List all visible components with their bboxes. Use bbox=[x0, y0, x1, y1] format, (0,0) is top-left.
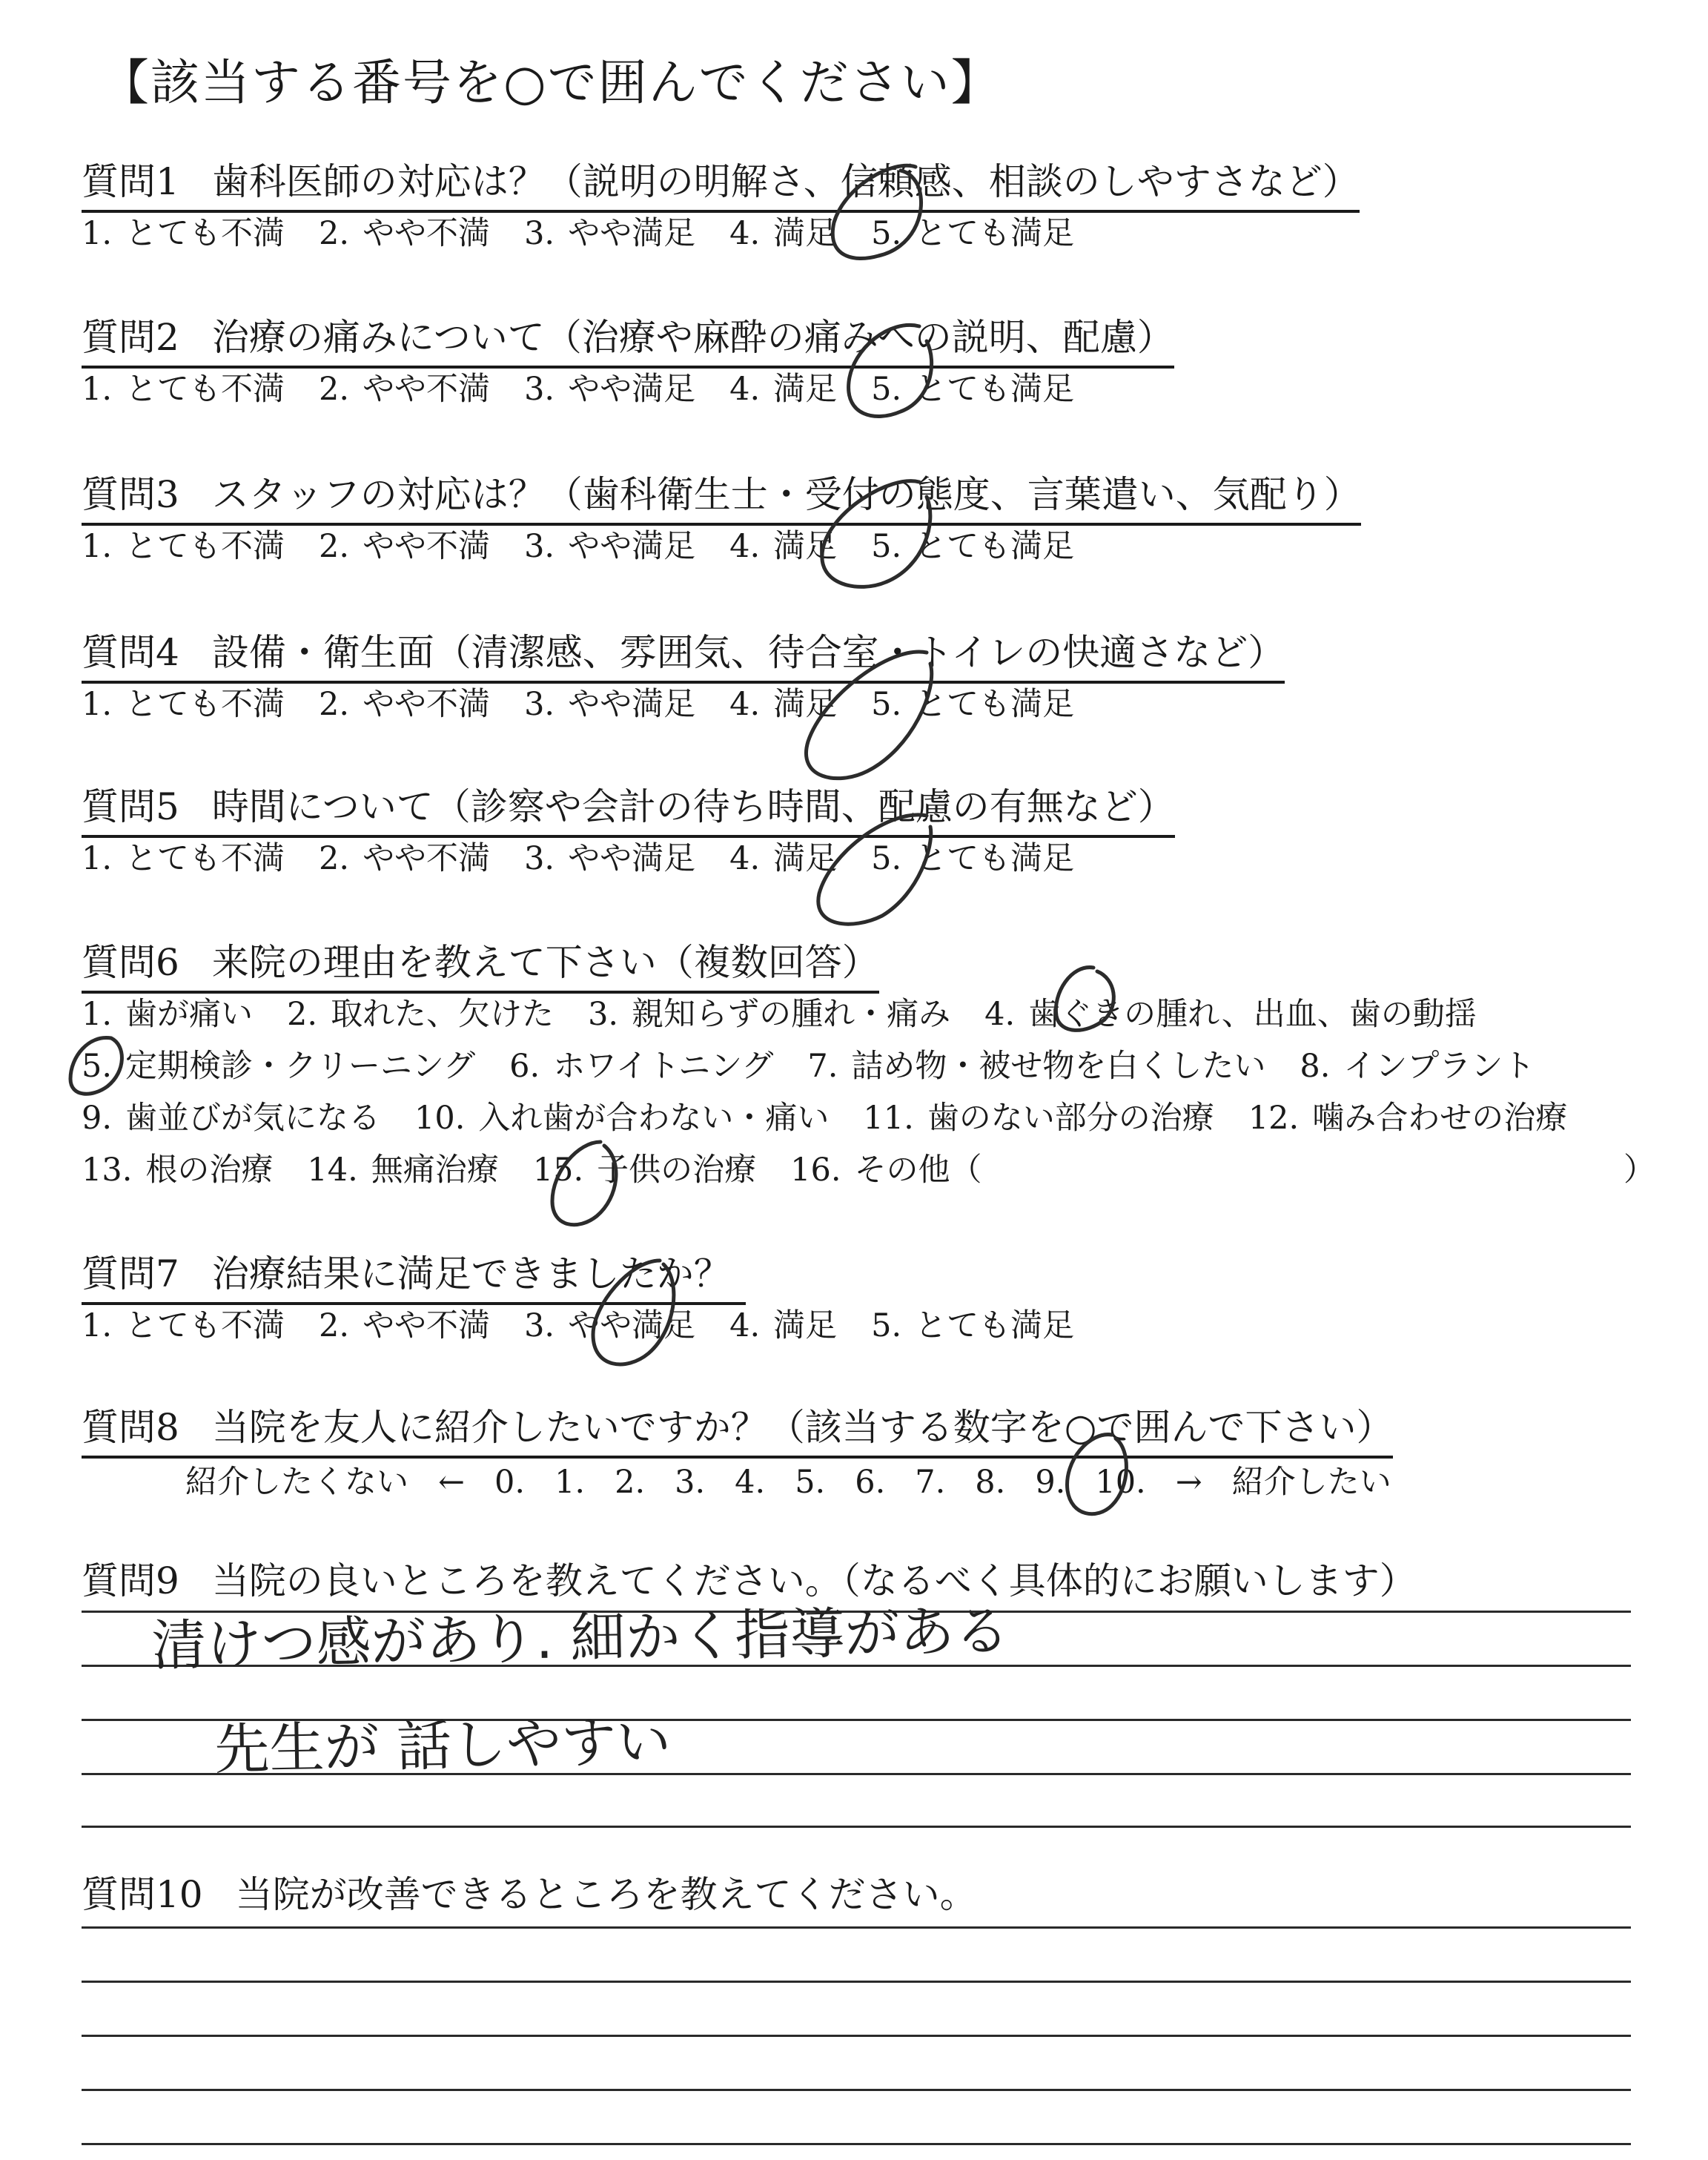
option-10[interactable]: 10. 入れ歯が合わない・痛い bbox=[414, 1100, 830, 1137]
scale-0[interactable]: 0. bbox=[494, 1464, 526, 1501]
option-1[interactable]: 1. とても不満 bbox=[82, 528, 285, 565]
option-5[interactable]: 5. とても満足 bbox=[871, 1307, 1075, 1344]
question-title: 質問6 来院の理由を教えて下さい（複数回答） bbox=[82, 933, 879, 994]
question-10 bbox=[82, 1865, 1623, 1916]
option-5[interactable]: 5. とても満足 bbox=[871, 840, 1075, 877]
option-9[interactable]: 9. 歯並びが気になる bbox=[82, 1100, 381, 1137]
question-title: 質問9 当院の良いところを教えてください。（なるべく具体的にお願いします） bbox=[82, 1559, 1417, 1602]
question-7 bbox=[82, 1244, 1623, 1407]
option-3[interactable]: 3. やや満足 bbox=[524, 528, 696, 565]
option-5[interactable]: 5. とても満足 bbox=[871, 528, 1075, 565]
option-5[interactable]: 5. とても満足 bbox=[871, 686, 1075, 723]
option-8[interactable]: 8. インプラント bbox=[1300, 1048, 1535, 1085]
option-7[interactable]: 7. 詰め物・被せ物を白くしたい bbox=[807, 1048, 1266, 1085]
scale-right-label: 紹介したい bbox=[1231, 1464, 1391, 1501]
answer-line bbox=[82, 2143, 1631, 2145]
option-1[interactable]: 1. とても不満 bbox=[82, 840, 285, 877]
option-3[interactable]: 3. やや満足 bbox=[524, 1307, 696, 1344]
scale-4[interactable]: 4. bbox=[735, 1464, 766, 1501]
option-6[interactable]: 6. ホワイトニング bbox=[509, 1048, 774, 1085]
option-1[interactable]: 1. とても不満 bbox=[82, 215, 285, 252]
option-13[interactable]: 13. 根の治療 bbox=[82, 1152, 274, 1189]
option-2[interactable]: 2. やや不満 bbox=[319, 686, 491, 723]
option-4[interactable]: 4. 満足 bbox=[729, 528, 838, 565]
option-3[interactable]: 3. やや満足 bbox=[524, 686, 696, 723]
question-title: 質問8 当院を友人に紹介したいですか？（該当する数字を○で囲んで下さい） bbox=[82, 1398, 1393, 1459]
answer-line bbox=[82, 1981, 1631, 1983]
scale-1[interactable]: 1. bbox=[555, 1464, 586, 1501]
option-4[interactable]: 4. 満足 bbox=[729, 1307, 838, 1344]
question-5 bbox=[82, 777, 1623, 940]
option-3[interactable]: 3. 親知らずの腫れ・痛み bbox=[588, 996, 951, 1033]
question-3 bbox=[82, 465, 1623, 628]
option-4[interactable]: 4. 満足 bbox=[729, 686, 838, 723]
option-4[interactable]: 4. 満足 bbox=[729, 840, 838, 877]
arrow-right-icon: → bbox=[1175, 1464, 1202, 1501]
answer-line bbox=[82, 1773, 1631, 1775]
option-4[interactable]: 4. 満足 bbox=[729, 215, 838, 252]
answer-options bbox=[82, 1301, 1108, 1346]
option-1[interactable]: 1. とても不満 bbox=[82, 686, 285, 723]
question-title bbox=[82, 152, 1360, 213]
options-row-3 bbox=[82, 1093, 1601, 1138]
scale-2[interactable]: 2. bbox=[615, 1464, 646, 1501]
option-11[interactable]: 11. 歯のない部分の治療 bbox=[863, 1100, 1214, 1137]
option-2[interactable]: 2. やや不満 bbox=[319, 215, 491, 252]
options-row-1 bbox=[82, 989, 1511, 1034]
arrow-left-icon: ← bbox=[438, 1464, 466, 1501]
scale-9[interactable]: 9. bbox=[1035, 1464, 1066, 1501]
answer-options bbox=[82, 679, 1108, 724]
answer-options bbox=[82, 208, 1108, 254]
question-2 bbox=[82, 308, 1623, 471]
scale-5[interactable]: 5. bbox=[795, 1464, 826, 1501]
option-15[interactable]: 15. 子供の治療 bbox=[532, 1152, 757, 1189]
option-5[interactable]: 5. とても満足 bbox=[871, 371, 1075, 408]
answer-line bbox=[82, 1926, 1631, 1929]
scale-10[interactable]: 10. bbox=[1095, 1464, 1146, 1501]
question-title: 質問2 治療の痛みについて（治療や麻酔の痛みへの説明、配慮） bbox=[82, 308, 1174, 369]
scale-7[interactable]: 7. bbox=[915, 1464, 946, 1501]
option-3[interactable]: 3. やや満足 bbox=[524, 215, 696, 252]
answer-line bbox=[82, 2089, 1631, 2091]
question-1 bbox=[82, 152, 1623, 315]
answer-options bbox=[82, 521, 1108, 567]
question-9 bbox=[82, 1551, 1623, 1602]
question-title: 質問4 設備・衛生面（清潔感、雰囲気、待合室・トイレの快適さなど） bbox=[82, 623, 1285, 684]
question-number: 質問1 bbox=[82, 160, 179, 203]
option-5[interactable]: 5. 定期検診・クリーニング bbox=[82, 1048, 476, 1085]
answer-options bbox=[82, 364, 1108, 409]
option-2[interactable]: 2. 取れた、欠けた bbox=[287, 996, 555, 1033]
scale-left-label: 紹介したくない bbox=[185, 1464, 408, 1501]
option-4[interactable]: 4. 満足 bbox=[729, 371, 838, 408]
option-1[interactable]: 1. 歯が痛い bbox=[82, 996, 254, 1033]
scale-3[interactable]: 3. bbox=[675, 1464, 706, 1501]
q9-answer-line-1: 清けつ感があり. 細かく指導がある bbox=[150, 1599, 1010, 1678]
option-3[interactable]: 3. やや満足 bbox=[524, 840, 696, 877]
option-1[interactable]: 1. とても不満 bbox=[82, 1307, 285, 1344]
q9-answer-line-2: 先生が 話しやすい bbox=[214, 1710, 672, 1782]
question-title: 質問7 治療結果に満足できましたか？ bbox=[82, 1244, 746, 1305]
answer-line bbox=[82, 1665, 1631, 1667]
question-title: 質問3 スタッフの対応は？（歯科衛生士・受付の態度、言葉遣い、気配り） bbox=[82, 465, 1361, 526]
answer-line bbox=[82, 1611, 1631, 1613]
answer-line bbox=[82, 1826, 1631, 1828]
answer-line bbox=[82, 2035, 1631, 2037]
options-row-4 bbox=[82, 1145, 1016, 1190]
question-text: 歯科医師の対応は？（説明の明解さ、信頼感、相談のしやすさなど） bbox=[211, 160, 1360, 203]
scale-8[interactable]: 8. bbox=[975, 1464, 1006, 1501]
recommend-scale bbox=[185, 1457, 1421, 1502]
other-close-paren: ） bbox=[1623, 1152, 1655, 1189]
options-row-2 bbox=[82, 1041, 1569, 1086]
option-2[interactable]: 2. やや不満 bbox=[319, 371, 491, 408]
option-4[interactable]: 4. 歯ぐきの腫れ、出血、歯の動揺 bbox=[984, 996, 1477, 1033]
option-5[interactable]: 5. とても満足 bbox=[871, 215, 1075, 252]
option-2[interactable]: 2. やや不満 bbox=[319, 1307, 491, 1344]
answer-options bbox=[82, 833, 1108, 879]
scale-6[interactable]: 6. bbox=[855, 1464, 886, 1501]
option-2[interactable]: 2. やや不満 bbox=[319, 528, 491, 565]
option-1[interactable]: 1. とても不満 bbox=[82, 371, 285, 408]
option-2[interactable]: 2. やや不満 bbox=[319, 840, 491, 877]
page-title: 【該当する番号を○で囲んでください】 bbox=[100, 54, 1002, 111]
option-3[interactable]: 3. やや満足 bbox=[524, 371, 696, 408]
option-14[interactable]: 14. 無痛治療 bbox=[307, 1152, 499, 1189]
option-16[interactable]: 16. その他（ bbox=[790, 1152, 982, 1189]
question-8 bbox=[82, 1398, 1623, 1561]
question-title: 質問10 当院が改善できるところを教えてください。 bbox=[82, 1873, 977, 1916]
question-6 bbox=[82, 933, 1655, 1200]
answer-line bbox=[82, 1719, 1631, 1721]
question-title: 質問5 時間について（診察や会計の待ち時間、配慮の有無など） bbox=[82, 777, 1175, 838]
option-12[interactable]: 12. 噛み合わせの治療 bbox=[1248, 1100, 1568, 1137]
question-4 bbox=[82, 623, 1623, 786]
